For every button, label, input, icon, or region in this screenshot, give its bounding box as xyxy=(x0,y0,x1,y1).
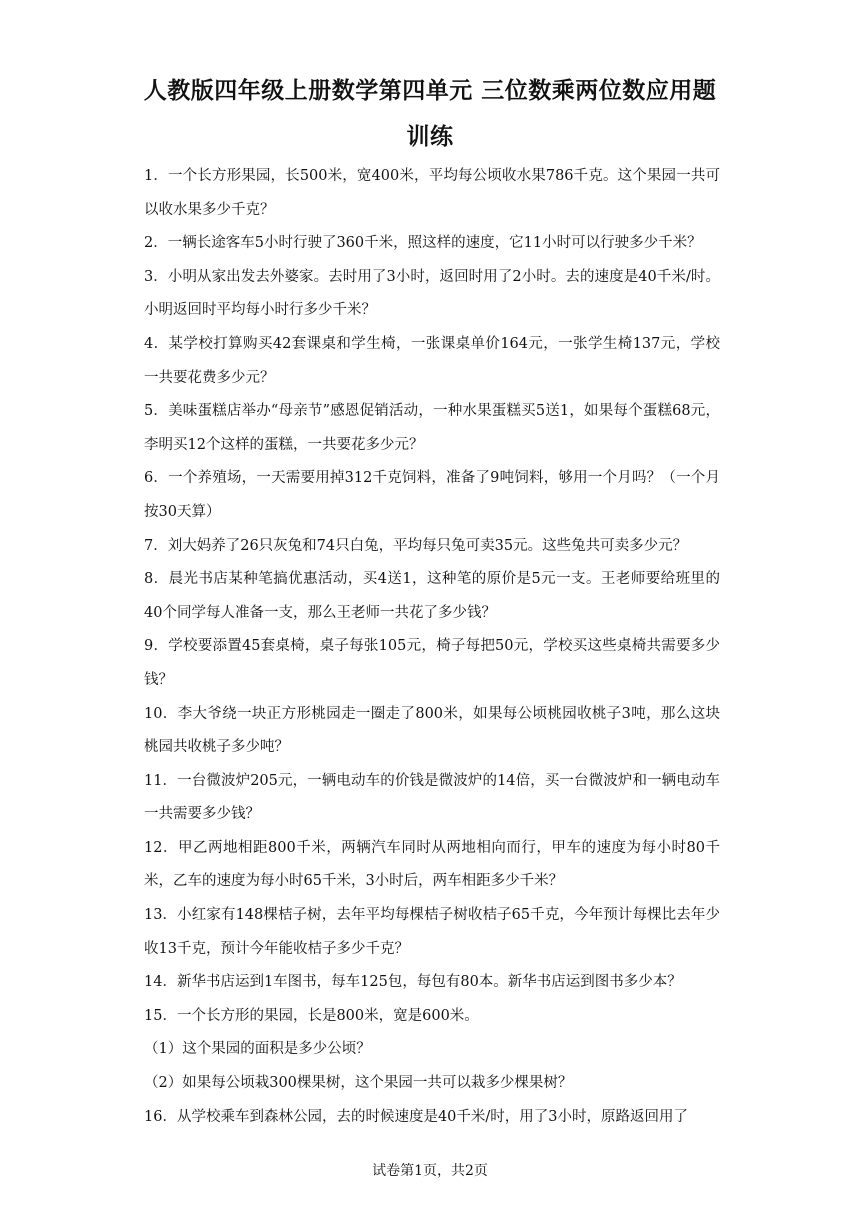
question-9: 9．学校要添置45套桌椅，桌子每张105元，椅子每把50元，学校买这些桌椅共需要多少钱？ xyxy=(144,638,720,688)
question-4: 4．某学校打算购买42套课桌和学生椅，一张课桌单价164元，一张学生椅137元，学校一共要花费多少元？ xyxy=(144,335,720,386)
question-7: 7．刘大妈养了26只灰兔和74只白兔，平均每只兔可卖35元。这些兔共可卖多少元？ xyxy=(144,537,688,554)
question-15-part-2: （2）如果每公顷栽300棵果树，这个果园一共可以栽多少棵果树？ xyxy=(144,1075,573,1092)
question-11: 11．一台微波炉205元，一辆电动车的价钱是微波炉的14倍，买一台微波炉和一辆电动车一共需要多少钱？ xyxy=(144,772,720,823)
question-12: 12．甲乙两地相距800千米，两辆汽车同时从两地相向而行，甲车的速度为每小时80千米，乙车的速度为每小时65千米，3小时后，两车相距多少千米？ xyxy=(144,839,720,890)
question-list xyxy=(144,160,720,1134)
question-8: 8．晨光书店某种笔搞优惠活动，买4送1，这种笔的原价是5元一支。王老师要给班里的40个同学每人准备一支，那么王老师一共花了多少钱？ xyxy=(144,571,720,621)
question-2: 2．一辆长途客车5小时行驶了360千米，照这样的速度，它11小时可以行驶多少千米？ xyxy=(144,235,702,252)
question-15-part-1: （1）这个果园的面积是多少公顷？ xyxy=(144,1041,371,1058)
question-15: 15．一个长方形的果园，长是800米，宽是600米。 xyxy=(144,1007,479,1024)
question-1: 1．一个长方形果园，长500米，宽400米，平均每公顷收水果786千克。这个果园一共可以收水果多少千克？ xyxy=(144,168,720,218)
question-6: 6．一个养殖场，一天需要用掉312千克饲料，准备了9吨饲料，够用一个月吗？（一个月按30天算） xyxy=(144,470,720,520)
page-title: 人教版四年级上册数学第四单元 三位数乘两位数应用题训练 xyxy=(143,78,717,150)
question-14: 14．新华书店运到1车图书，每车125包，每包有80本。新华书店运到图书多少本？ xyxy=(144,974,682,991)
question-5: 5．美味蛋糕店举办“母亲节”感恩促销活动，一种水果蛋糕买5送1，如果每个蛋糕68元，李明买12个这样的蛋糕，一共要花多少元？ xyxy=(144,403,720,453)
question-13: 13．小红家有148棵桔子树，去年平均每棵桔子树收桔子65千克，今年预计每棵比去年少收13千克，预计今年能收桔子多少千克？ xyxy=(144,907,720,957)
question-16: 16．从学校乘车到森林公园，去的时候速度是40千米/时，用了3小时，原路返回用了 xyxy=(144,1108,689,1125)
question-3: 3．小明从家出发去外婆家。去时用了3小时，返回时用了2小时。去的速度是40千米/时。小明返回时平均每小时行多少千米？ xyxy=(144,268,720,319)
question-10: 10．李大爷绕一块正方形桃园走一圈走了800米，如果每公顷桃园收桃子3吨，那么这块桃园共收桃子多少吨？ xyxy=(144,705,720,756)
page-footer: 试卷第1页，共2页 xyxy=(372,1163,488,1179)
